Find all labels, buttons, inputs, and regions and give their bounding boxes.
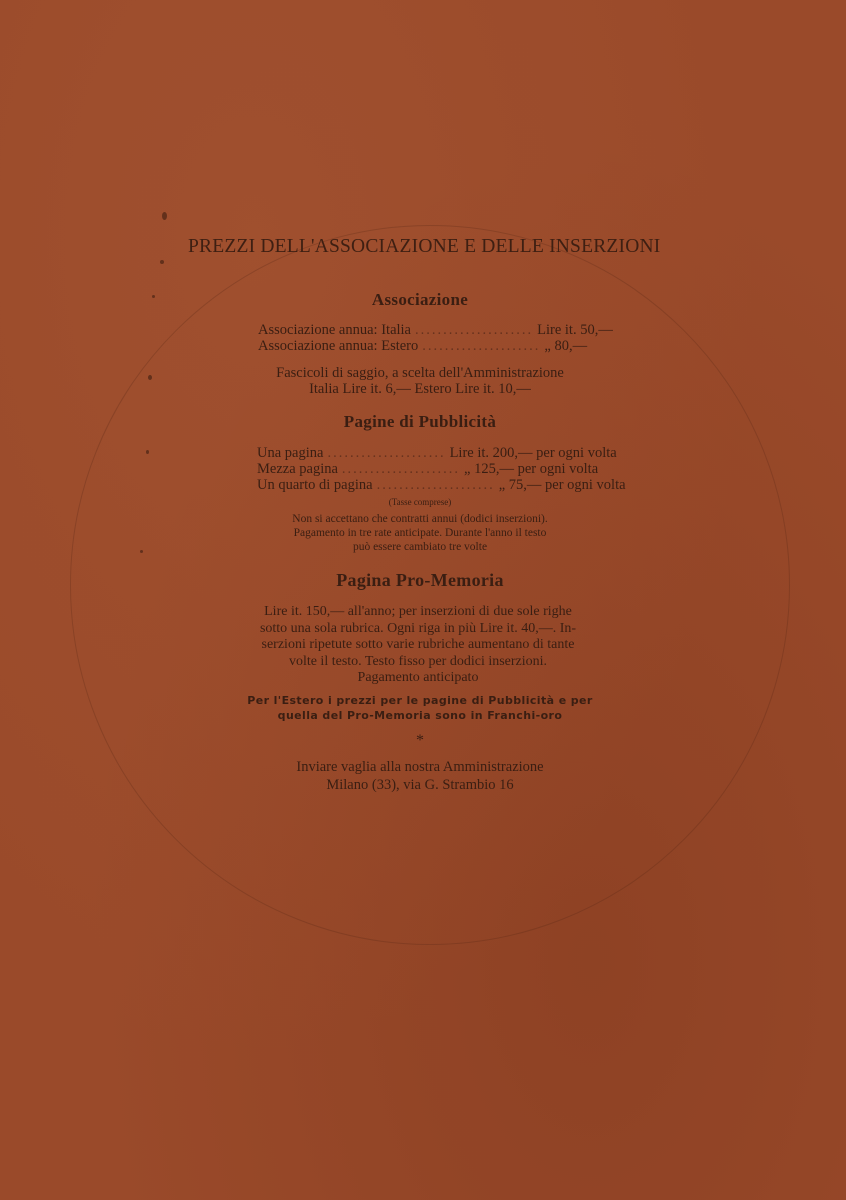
pagamento-note: Pagamento anticipato: [357, 670, 479, 685]
separator-block: [240, 733, 600, 749]
estero-line: quella del Pro-Memoria sono in Franchi-oro: [277, 709, 563, 722]
price-row: [258, 338, 588, 354]
price-row: [257, 477, 626, 493]
binding-marks: [110, 200, 170, 620]
price-label: Mezza pagina: [257, 461, 338, 477]
address-block: [240, 758, 600, 794]
speck: [148, 375, 152, 380]
dot-leader: .....................: [415, 322, 534, 338]
estero-note: [240, 693, 600, 723]
estero-line: Per l'Estero i prezzi per le pagine di Pubblicità e per: [247, 694, 593, 707]
price-label: Associazione annua: Estero: [258, 338, 419, 354]
price-value: „ 125,— per ogni volta: [464, 461, 599, 477]
dot-leader: .....................: [341, 461, 461, 477]
dot-leader: .....................: [376, 477, 495, 493]
tasse-note: (Tasse comprese): [388, 497, 452, 507]
contract-note: Non si accettano che contratti annui (dodici inserzioni).: [292, 513, 548, 525]
price-value: „ 75,— per ogni volta: [498, 477, 626, 493]
dot-leader: .....................: [327, 445, 446, 461]
price-label: Un quarto di pagina: [257, 477, 373, 493]
fascicoli-line: Italia Lire it. 6,— Estero Lire it. 10,—: [309, 381, 531, 397]
address-line: Inviare vaglia alla nostra Amministrazione: [296, 759, 544, 775]
pro-memoria-line: Lire it. 150,— all'anno; per inserzioni di due sole righe: [264, 604, 572, 619]
contract-note: può essere cambiato tre volte: [352, 541, 488, 553]
speck: [140, 550, 143, 553]
price-value: Lire it. 50,—: [537, 322, 613, 338]
fascicoli-line: Fascicoli di saggio, a scelta dell'Amministrazione: [276, 365, 564, 381]
pro-memoria-line: volte il testo. Testo fisso per dodici inserzioni.: [288, 653, 548, 669]
pro-memoria-text: [258, 604, 578, 687]
pro-memoria-heading: Pagina Pro-Memoria: [336, 570, 504, 590]
pubblicita-notes: [240, 496, 600, 554]
contract-note: Pagamento in tre rate anticipate. Durante l'anno il testo: [293, 527, 547, 539]
pro-memoria-section: [240, 569, 600, 591]
pubblicita-prices: [257, 445, 626, 493]
price-label: Associazione annua: Italia: [258, 322, 411, 338]
price-value: Lire it. 200,— per ogni volta: [449, 445, 617, 461]
price-row: [257, 461, 599, 477]
pro-memoria-line: serzioni ripetute sotto varie rubriche aumentano di tante: [261, 637, 575, 652]
associazione-heading: Associazione: [371, 290, 469, 309]
associazione-section: [250, 290, 590, 310]
associazione-prices: [258, 322, 613, 354]
pro-memoria-line: sotto una sola rubrica. Ogni riga in più Lire it. 40,—. In-: [259, 620, 577, 636]
price-row: [257, 445, 617, 461]
star-separator: *: [416, 732, 424, 749]
page-title: PREZZI DELL'ASSOCIAZIONE E DELLE INSERZIONI: [188, 236, 661, 257]
price-label: Una pagina: [257, 445, 324, 461]
speck: [152, 295, 155, 298]
pubblicita-section: [240, 412, 600, 432]
fascicoli-block: [240, 365, 600, 397]
speck: [146, 450, 149, 454]
dot-leader: .....................: [422, 338, 541, 354]
pubblicita-heading: Pagine di Pubblicità: [343, 412, 497, 431]
price-row: [258, 322, 613, 338]
address-line: Milano (33), via G. Strambio 16: [326, 777, 514, 793]
speck: [160, 260, 164, 264]
speck: [162, 212, 167, 220]
price-value: „ 80,—: [544, 338, 588, 354]
